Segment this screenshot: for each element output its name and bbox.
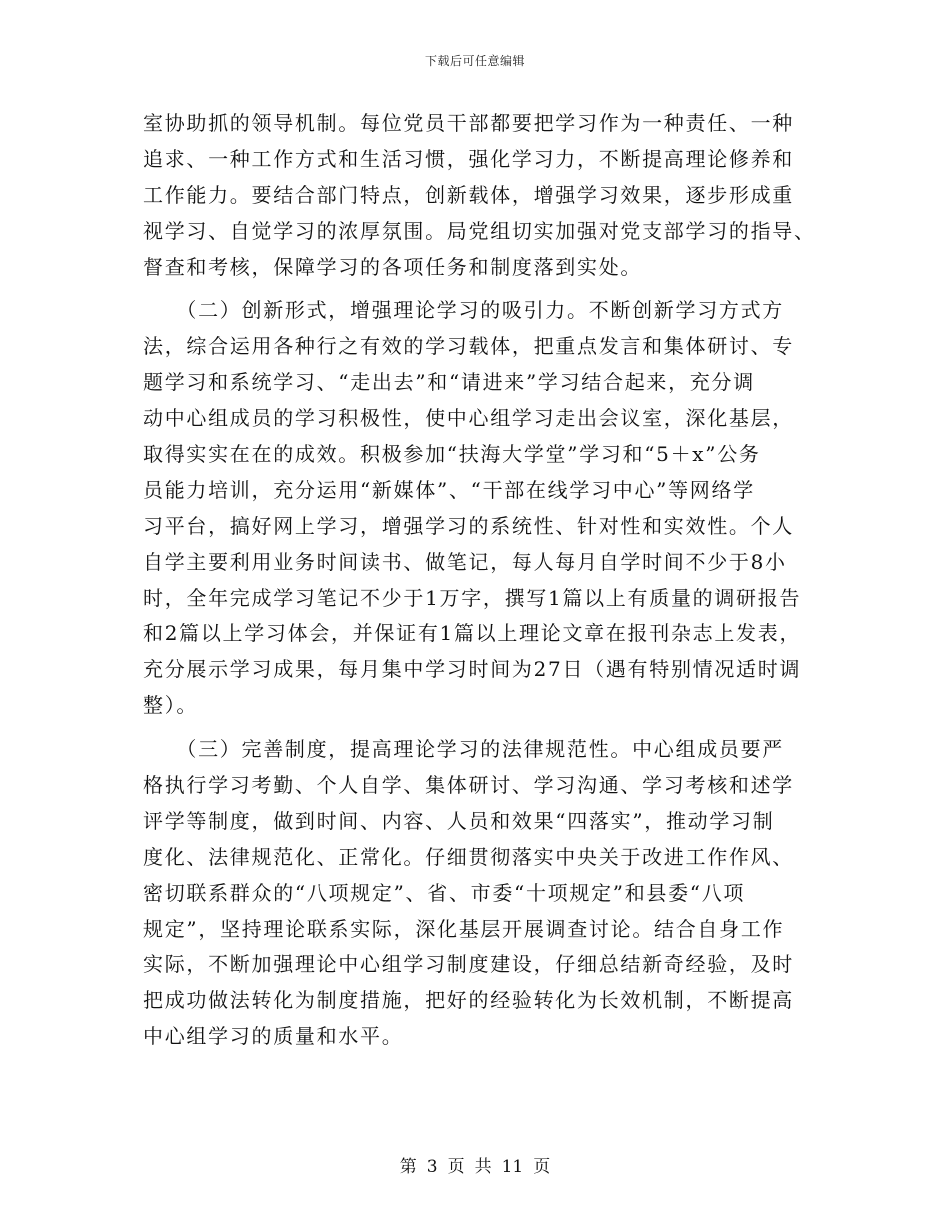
text-line: 自学主要利用业务时间读书、做笔记，每人每月自学时间不少于8小 — [143, 549, 787, 574]
text-line: （三）完善制度，提高理论学习的法律规范性。中心组成员要严 — [143, 737, 784, 762]
text-line: 视学习、自觉学习的浓厚氛围。局党组切实加强对党支部学习的指导、 — [143, 218, 816, 243]
text-line: 时，全年完成学习笔记不少于1万字，撰写1篇以上有质量的调研报告 — [143, 585, 802, 610]
text-line: 密切联系群众的“八项规定”、省、市委“十项规定”和县委“八项 — [143, 880, 746, 905]
text-line: 评学等制度，做到时间、内容、人员和效果“四落实”，推动学习制 — [143, 808, 775, 833]
text-line: 规定”，坚持理论联系实际，深化基层开展调查讨论。结合自身工作 — [143, 916, 785, 941]
text-line: 室协助抓的领导机制。每位党员干部都要把学习作为一种责任、一种 — [143, 111, 794, 135]
text-line: 实际，不断加强理论中心组学习制度建设，仔细总结新奇经验，及时 — [143, 952, 794, 977]
current-page-number: 3 — [426, 1157, 438, 1177]
page-header: 下载后可任意编辑 — [424, 54, 525, 68]
text-line: 和2篇以上学习体会，并保证有1篇以上理论文章在报刊杂志上发表， — [143, 621, 802, 646]
text-line: 员能力培训，充分运用“新媒体”、“干部在线学习中心”等网络学 — [143, 477, 755, 502]
text-line: 度化、法律规范化、正常化。仔细贯彻落实中央关于改进工作作风、 — [143, 844, 794, 869]
text-line: 习平台，搞好网上学习，增强学习的系统性、针对性和实效性。个人 — [143, 513, 794, 538]
text-line: 动中心组成员的学习积极性，使中心组学习走出会议室，深化基层， — [143, 406, 794, 431]
text-line: 追求、一种工作方式和生活习惯，强化学习力，不断提高理论修养和 — [143, 146, 794, 171]
text-line: 整）。 — [143, 693, 199, 718]
document-body — [143, 106, 815, 1055]
text-line: 题学习和系统学习、“走出去”和“请进来”学习结合起来，充分调 — [143, 370, 755, 395]
text-line: 督查和考核，保障学习的各项任务和制度落到实处。 — [143, 254, 643, 279]
text-line: 充分展示学习成果，每月集中学习时间为27日（遇有特别情况适时调 — [143, 657, 802, 682]
footer-label-ye: 页 — [447, 1157, 465, 1177]
text-line: 法，综合运用各种行之有效的学习载体，把重点发言和集体研讨、专 — [143, 334, 794, 359]
text-line: 格执行学习考勤、个人自学、集体研讨、学习沟通、学习考核和述学 — [143, 773, 794, 798]
footer-label-gong: 共 — [474, 1157, 492, 1177]
page-footer — [0, 1152, 950, 1177]
text-line: 工作能力。要结合部门特点，创新载体，增强学习效果，逐步形成重 — [143, 182, 794, 207]
text-line: 把成功做法转化为制度措施，把好的经验转化为长效机制，不断提高 — [143, 988, 794, 1013]
text-line: （二）创新形式，增强理论学习的吸引力。不断创新学习方式方 — [143, 298, 784, 323]
footer-label-di: 第 — [399, 1157, 417, 1177]
footer-label-ye: 页 — [533, 1157, 551, 1177]
text-line: 取得实实在在的成效。积极参加“扶海大学堂”学习和“5＋x”公务 — [143, 442, 761, 467]
text-line: 中心组学习的质量和水平。 — [143, 1024, 404, 1049]
total-pages-number: 11 — [501, 1157, 524, 1177]
